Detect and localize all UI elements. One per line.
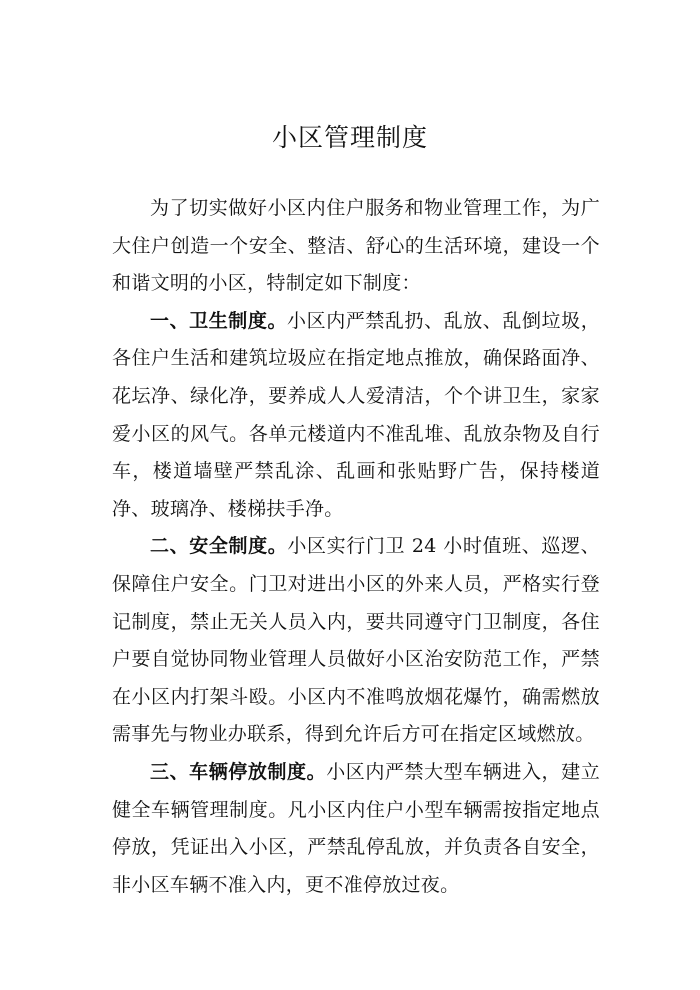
- section-text-parking: 小区内严禁大型车辆进入，建立健全车辆管理制度。凡小区内住户小型车辆需按指定地点停放，凭证出入小区，严禁乱停乱放，并负责各自安全，非小区车辆不准入内，更不准停放过夜。: [112, 760, 601, 896]
- document-title: 小区管理制度: [271, 123, 428, 152]
- section-text-hygiene: 小区内严禁乱扔、乱放、乱倒垃圾，各住户生活和建筑垃圾应在指定地点推放，确保路面净、花坛净、绿化净，要养成人人爱清洁，个个讲卫生，家家爱小区的风气。各单元楼道内不准乱堆、乱放杂物及自行车，楼道墙壁严禁乱涂、乱画和张贴野广告，保持楼道净、玻璃净、楼梯扶手净。: [112, 309, 600, 520]
- section-parking: [112, 754, 600, 904]
- document-body: [112, 190, 600, 904]
- section-heading-parking: 三、车辆停放制度。: [150, 760, 327, 783]
- section-heading-hygiene: 一、卫生制度。: [150, 309, 288, 332]
- section-text-safety: 小区实行门卫 24 小时值班、巡逻、保障住户安全。门卫对进出小区的外来人员，严格实行登记制度，禁止无关人员入内，要共同遵守门卫制度，各住户要自觉协同物业管理人员做好小区治安防范工作，严禁在小区内打架斗殴。小区内不准鸣放烟花爆竹，确需燃放需事先与物业办联系，得到允许后方可在指定区域燃放。: [112, 535, 600, 746]
- section-heading-safety: 二、安全制度。: [150, 535, 288, 558]
- section-safety: [112, 528, 600, 754]
- intro-paragraph: 为了切实做好小区内住户服务和物业管理工作，为广大住户创造一个安全、整洁、舒心的生活环境，建设一个和谐文明的小区，特制定如下制度：: [112, 197, 600, 295]
- section-hygiene: [112, 303, 600, 529]
